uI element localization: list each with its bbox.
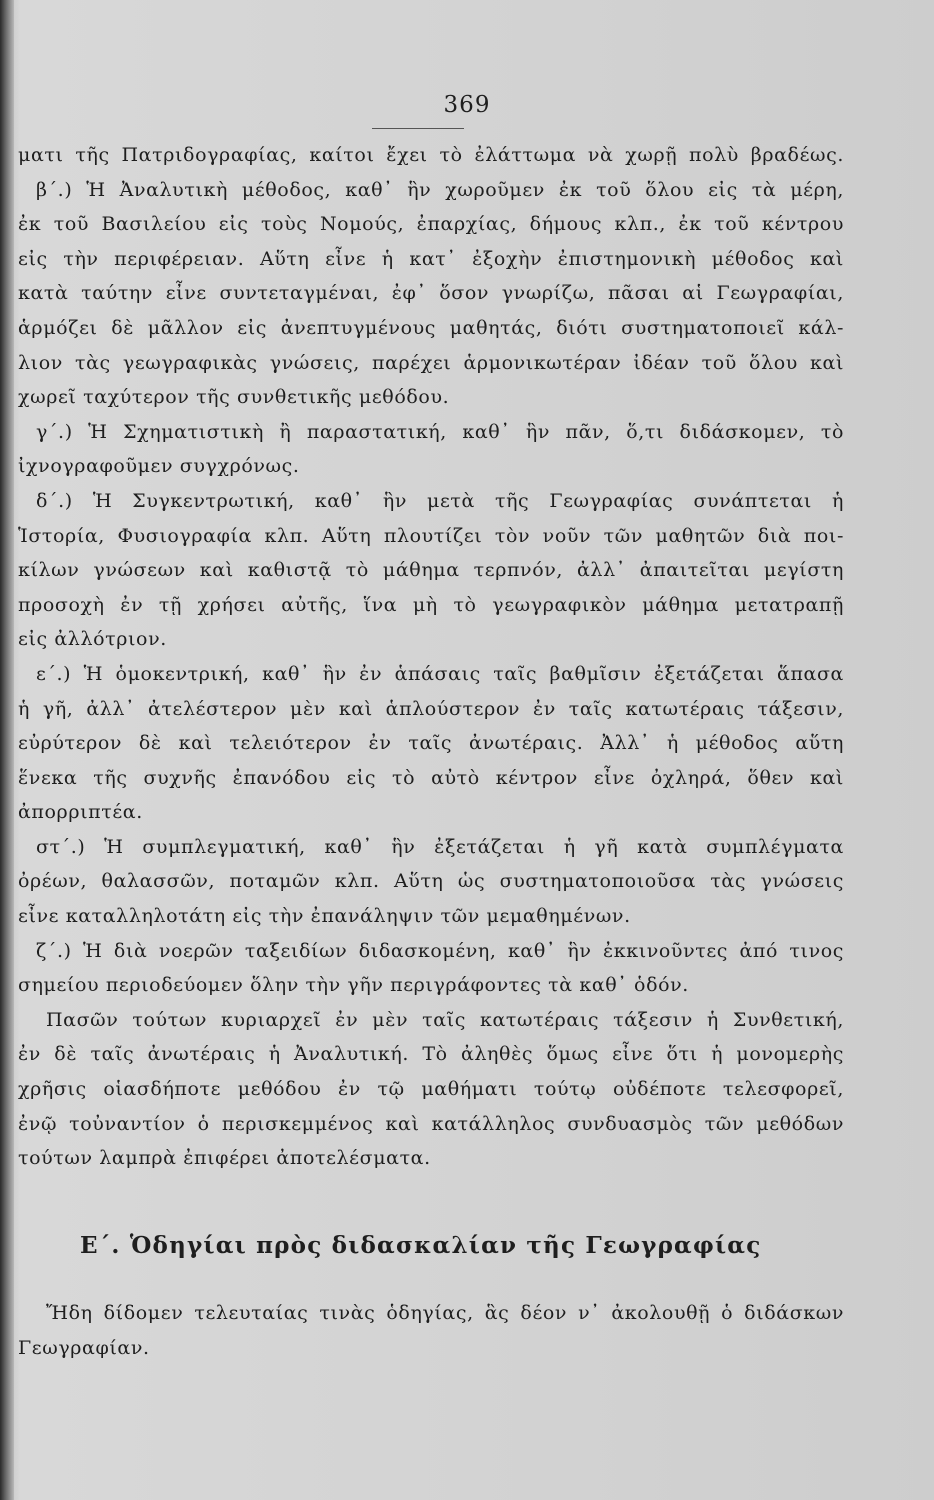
- text-line: κατὰ ταύτην εἶνε συντεταγμέναι, ἐφ᾽ ὅσον γνωρίζω, πᾶσαι αἱ Γεωγραφίαι,: [18, 282, 844, 305]
- text-line: σημείου περιοδεύομεν ὅλην τὴν γῆν περιγράφοντες τὰ καθ᾽ ὁδόν.: [18, 974, 689, 997]
- page-number: 369: [443, 92, 491, 118]
- text-line: εἶνε καταλληλοτάτη εἰς τὴν ἐπανάληψιν τῶν μεμαθημένων.: [18, 905, 631, 928]
- text-line: χωρεῖ ταχύτερον τῆς συνθετικῆς μεθόδου.: [18, 386, 450, 409]
- text-line: χρῆσις οἱασδήποτε μεθόδου ἐν τῷ μαθήματι τούτῳ οὐδέποτε τελεσφορεῖ,: [18, 1078, 844, 1101]
- text-line: τούτων λαμπρὰ ἐπιφέρει ἀποτελέσματα.: [18, 1147, 431, 1170]
- text-line: ἐκ τοῦ Βασιλείου εἰς τοὺς Νομούς, ἐπαρχίας, δήμους κλπ., ἐκ τοῦ κέντρου: [18, 213, 844, 236]
- section-heading: Ε΄. Ὁδηγίαι πρὸς διδασκαλίαν τῆς Γεωγραφίας: [80, 1232, 762, 1259]
- text-line: εἰς τὴν περιφέρειαν. Αὕτη εἶνε ἡ κατ᾽ ἐξοχὴν ἐπιστημονικὴ μέθοδος καὶ: [18, 247, 844, 270]
- header-rule: [372, 128, 464, 129]
- text-line: δ΄.) Ἡ Συγκεντρωτική, καθ᾽ ἣν μετὰ τῆς Γεωγραφίας συνάπτεται ἡ: [36, 489, 844, 512]
- text-line: ζ΄.) Ἡ διὰ νοερῶν ταξειδίων διδασκομένη, καθ᾽ ἣν ἐκκινοῦντες ἀπό τινος: [36, 939, 844, 962]
- text-line: ἡ γῆ, ἀλλ᾽ ἀτελέστερον μὲν καὶ ἁπλούστερον ἐν ταῖς κατωτέραις τάξεσιν,: [18, 697, 844, 720]
- text-line: ματι τῆς Πατριδογραφίας, καίτοι ἔχει τὸ ἐλάττωμα νὰ χωρῇ πολὺ βραδέως.: [18, 144, 844, 166]
- text-line: στ΄.) Ἡ συμπλεγματική, καθ᾽ ἣν ἐξετάζεται ἡ γῆ κατὰ συμπλέγματα: [36, 835, 844, 858]
- text-line: ε΄.) Ἡ ὁμοκεντρική, καθ᾽ ἣν ἐν ἁπάσαις ταῖς βαθμῖσιν ἐξετάζεται ἅπασα: [36, 662, 844, 685]
- text-line: προσοχὴ ἐν τῇ χρήσει αὐτῆς, ἵνα μὴ τὸ γεωγραφικὸν μάθημα μετατραπῇ: [18, 593, 844, 616]
- text-line: εἰς ἀλλότριον.: [18, 628, 167, 651]
- text-line: εὐρύτερον δὲ καὶ τελειότερον ἐν ταῖς ἀνωτέραις. Ἀλλ᾽ ἡ μέθοδος αὕτη: [18, 732, 844, 755]
- text-line: Ἤδη δίδομεν τελευταίας τινὰς ὁδηγίας, ἃς δέον ν᾽ ἀκολουθῇ ὁ διδάσκων: [46, 1302, 844, 1324]
- text-line: λιον τὰς γεωγραφικὰς γνώσεις, παρέχει ἁρμονικωτέραν ἰδέαν τοῦ ὅλου καὶ: [18, 351, 844, 374]
- text-line: ἐνῷ τοὐναντίον ὁ περισκεμμένος καὶ κατάλληλος συνδυασμὸς τῶν μεθόδων: [18, 1112, 844, 1135]
- closing-paragraph: [18, 1296, 844, 1365]
- text-line: Ἱστορία, Φυσιογραφία κλπ. Αὕτη πλουτίζει τὸν νοῦν τῶν μαθητῶν διὰ ποι-: [18, 524, 844, 547]
- text-line: γ΄.) Ἡ Σχηματιστικὴ ἢ παραστατική, καθ᾽ ἣν πᾶν, ὅ,τι διδάσκομεν, τὸ: [36, 420, 844, 443]
- text-line: Γεωγραφίαν.: [18, 1336, 150, 1359]
- text-line: β΄.) Ἡ Ἀναλυτικὴ μέθοδος, καθ᾽ ἣν χωροῦμεν ἐκ τοῦ ὅλου εἰς τὰ μέρη,: [36, 178, 844, 201]
- binding-edge: [0, 0, 14, 1500]
- text-line: ὀρέων, θαλασσῶν, ποταμῶν κλπ. Αὕτη ὡς συστηματοποιοῦσα τὰς γνώσεις: [18, 870, 844, 893]
- text-line: ἕνεκα τῆς συχνῆς ἐπανόδου εἰς τὸ αὐτὸ κέντρον εἶνε ὀχληρά, ὅθεν καὶ: [18, 766, 844, 789]
- body-text: [18, 138, 844, 1176]
- text-line: ἀπορριπτέα.: [18, 801, 143, 824]
- text-line: Πασῶν τούτων κυριαρχεῖ ἐν μὲν ταῖς κατωτέραις τάξεσιν ἡ Συνθετική,: [46, 1008, 844, 1031]
- text-line: κίλων γνώσεων καὶ καθιστᾷ τὸ μάθημα τερπνόν, ἀλλ᾽ ἀπαιτεῖται μεγίστη: [18, 559, 844, 582]
- text-line: ἐν δὲ ταῖς ἀνωτέραις ἡ Ἀναλυτική. Τὸ ἀληθὲς ὅμως εἶνε ὅτι ἡ μονομερὴς: [18, 1043, 844, 1066]
- text-line: ἁρμόζει δὲ μᾶλλον εἰς ἀνεπτυγμένους μαθητάς, διότι συστηματοποιεῖ κάλ-: [18, 316, 844, 339]
- text-line: ἰχνογραφοῦμεν συγχρόνως.: [18, 455, 300, 478]
